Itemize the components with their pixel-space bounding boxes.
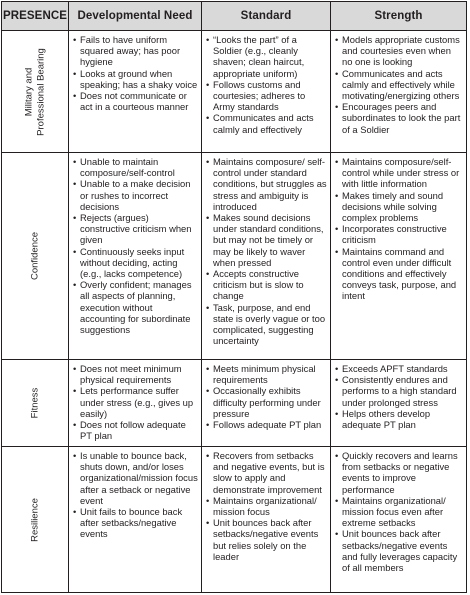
row-label-fitness: [2, 360, 69, 447]
row-label-text: [29, 388, 41, 419]
list-item: • Lets performance suffer under stress (e.g., gives up easily): [73, 385, 198, 419]
bullet-list: [331, 447, 466, 573]
bullet-list: [202, 31, 330, 135]
list-item: • Looks at ground when speaking; has a shaky voice: [73, 68, 198, 90]
row-label-line: Professional Bearing: [35, 47, 46, 136]
table-grid: [1, 1, 467, 593]
list-item: • Communicates and acts calmly and effectively: [206, 112, 327, 134]
list-item: • Maintains composure/self-control while under stress or with little information: [335, 156, 463, 190]
list-item: • “Looks the part” of a Soldier (e.g., cleanly shaven; clean haircut, appropriate uniform): [206, 34, 327, 79]
list-item: • Unable to a make decision or rushes to incorrect decisions: [73, 178, 198, 212]
cell-military-and-professional-bearing-need: [69, 31, 202, 153]
header-standard: Standard: [202, 2, 331, 31]
row-label-line: Confidence: [29, 231, 41, 281]
list-item: • Maintains organizational/ mission focus even after extreme setbacks: [335, 495, 463, 529]
list-item: • Quickly recovers and learns from setbacks or negative events to improve performance: [335, 450, 463, 495]
list-item: • Accepts constructive criticism but is slow to change: [206, 268, 327, 302]
list-item: • Recovers from setbacks and negative events, but is slow to apply and demonstrate improvement: [206, 450, 327, 495]
cell-military-and-professional-bearing-strength: [331, 31, 466, 153]
list-item: • Unit bounces back after setbacks/negative events and fully leverages capacity of all members: [335, 528, 463, 573]
list-item: • Communicates and acts calmly and effectively while motivating/energizing others: [335, 68, 463, 102]
list-item: • Makes sound decisions under standard conditions, but may not be timely or may be likely to waver when pressed: [206, 212, 327, 268]
list-item: • Helps others develop adequate PT plan: [335, 408, 463, 430]
bullet-list: [202, 447, 330, 562]
bullet-list: [69, 360, 201, 441]
list-item: • Follows customs and courtesies; adheres to Army standards: [206, 79, 327, 113]
cell-confidence-strength: [331, 153, 466, 360]
bullet-list: [202, 153, 330, 346]
row-label-confidence: [2, 153, 69, 360]
row-label-text: [29, 232, 41, 280]
list-item: • Makes timely and sound decisions while solving complex problems: [335, 190, 463, 224]
cell-fitness-strength: [331, 360, 466, 447]
list-item: • Encourages peers and subordinates to look the part of a Soldier: [335, 101, 463, 135]
row-label-resilience: [2, 447, 69, 592]
row-label-line: Military and: [23, 67, 35, 116]
header-developmental-need: Developmental Need: [69, 2, 202, 31]
list-item: • Consistently endures and performs to a high standard under prolonged stress: [335, 374, 463, 408]
list-item: • Does not meet minimum physical requirements: [73, 363, 198, 385]
list-item: • Does not follow adequate PT plan: [73, 419, 198, 441]
cell-military-and-professional-bearing-standard: [202, 31, 331, 153]
list-item: • Continuously seeks input without deciding, acting (e.g., lacks competence): [73, 246, 198, 280]
list-item: • Occasionally exhibits difficulty performing under pressure: [206, 385, 327, 419]
list-item: • Is unable to bounce back, shuts down, and/or loses organizational/mission focus after a setback or negative event: [73, 450, 198, 506]
list-item: • Maintains command and control even under difficult conditions and effectively conveys task, purpose, and intent: [335, 246, 463, 302]
row-label-text: [24, 48, 47, 136]
bullet-list: [69, 31, 201, 112]
cell-resilience-strength: [331, 447, 466, 592]
list-item: • Unable to maintain composure/self-control: [73, 156, 198, 178]
bullet-list: [69, 447, 201, 540]
list-item: • Meets minimum physical requirements: [206, 363, 327, 385]
header-strength: Strength: [331, 2, 466, 31]
list-item: • Overly confident; manages all aspects of planning, execution without accounting for subordinate suggestions: [73, 279, 198, 335]
list-item: • Task, purpose, and end state is overly vague or too complicated, suggesting uncertainty: [206, 302, 327, 347]
row-label-text: [29, 498, 41, 542]
bullet-list: [69, 153, 201, 335]
list-item: • Unit fails to bounce back after setbacks/negative events: [73, 506, 198, 540]
bullet-list: [202, 360, 330, 430]
list-item: • Models appropriate customs and courtesies even when no one is looking: [335, 34, 463, 68]
list-item: • Does not communicate or act in a courteous manner: [73, 90, 198, 112]
list-item: • Maintains organizational/ mission focus: [206, 495, 327, 517]
cell-resilience-standard: [202, 447, 331, 592]
bullet-list: [331, 31, 466, 135]
list-item: • Exceeds APFT standards: [335, 363, 463, 374]
cell-confidence-need: [69, 153, 202, 360]
bullet-list: [331, 360, 466, 430]
list-item: • Maintains composure/ self-control under standard conditions, but struggles as stress and ambiguity is introduced: [206, 156, 327, 212]
list-item: • Follows adequate PT plan: [206, 419, 327, 430]
header-presence: PRESENCE: [2, 2, 69, 31]
cell-resilience-need: [69, 447, 202, 592]
list-item: • Incorporates constructive criticism: [335, 223, 463, 245]
cell-fitness-need: [69, 360, 202, 447]
list-item: • Unit bounces back after setbacks/negative events but relies solely on the leader: [206, 517, 327, 562]
cell-confidence-standard: [202, 153, 331, 360]
bullet-list: [331, 153, 466, 302]
list-item: • Fails to have uniform squared away; has poor hygiene: [73, 34, 198, 68]
row-label-line: Resilience: [29, 497, 41, 542]
cell-fitness-standard: [202, 360, 331, 447]
row-label-military-and-professional-bearing: [2, 31, 69, 153]
row-label-line: Fitness: [29, 387, 41, 419]
list-item: • Rejects (argues) constructive criticism when given: [73, 212, 198, 246]
